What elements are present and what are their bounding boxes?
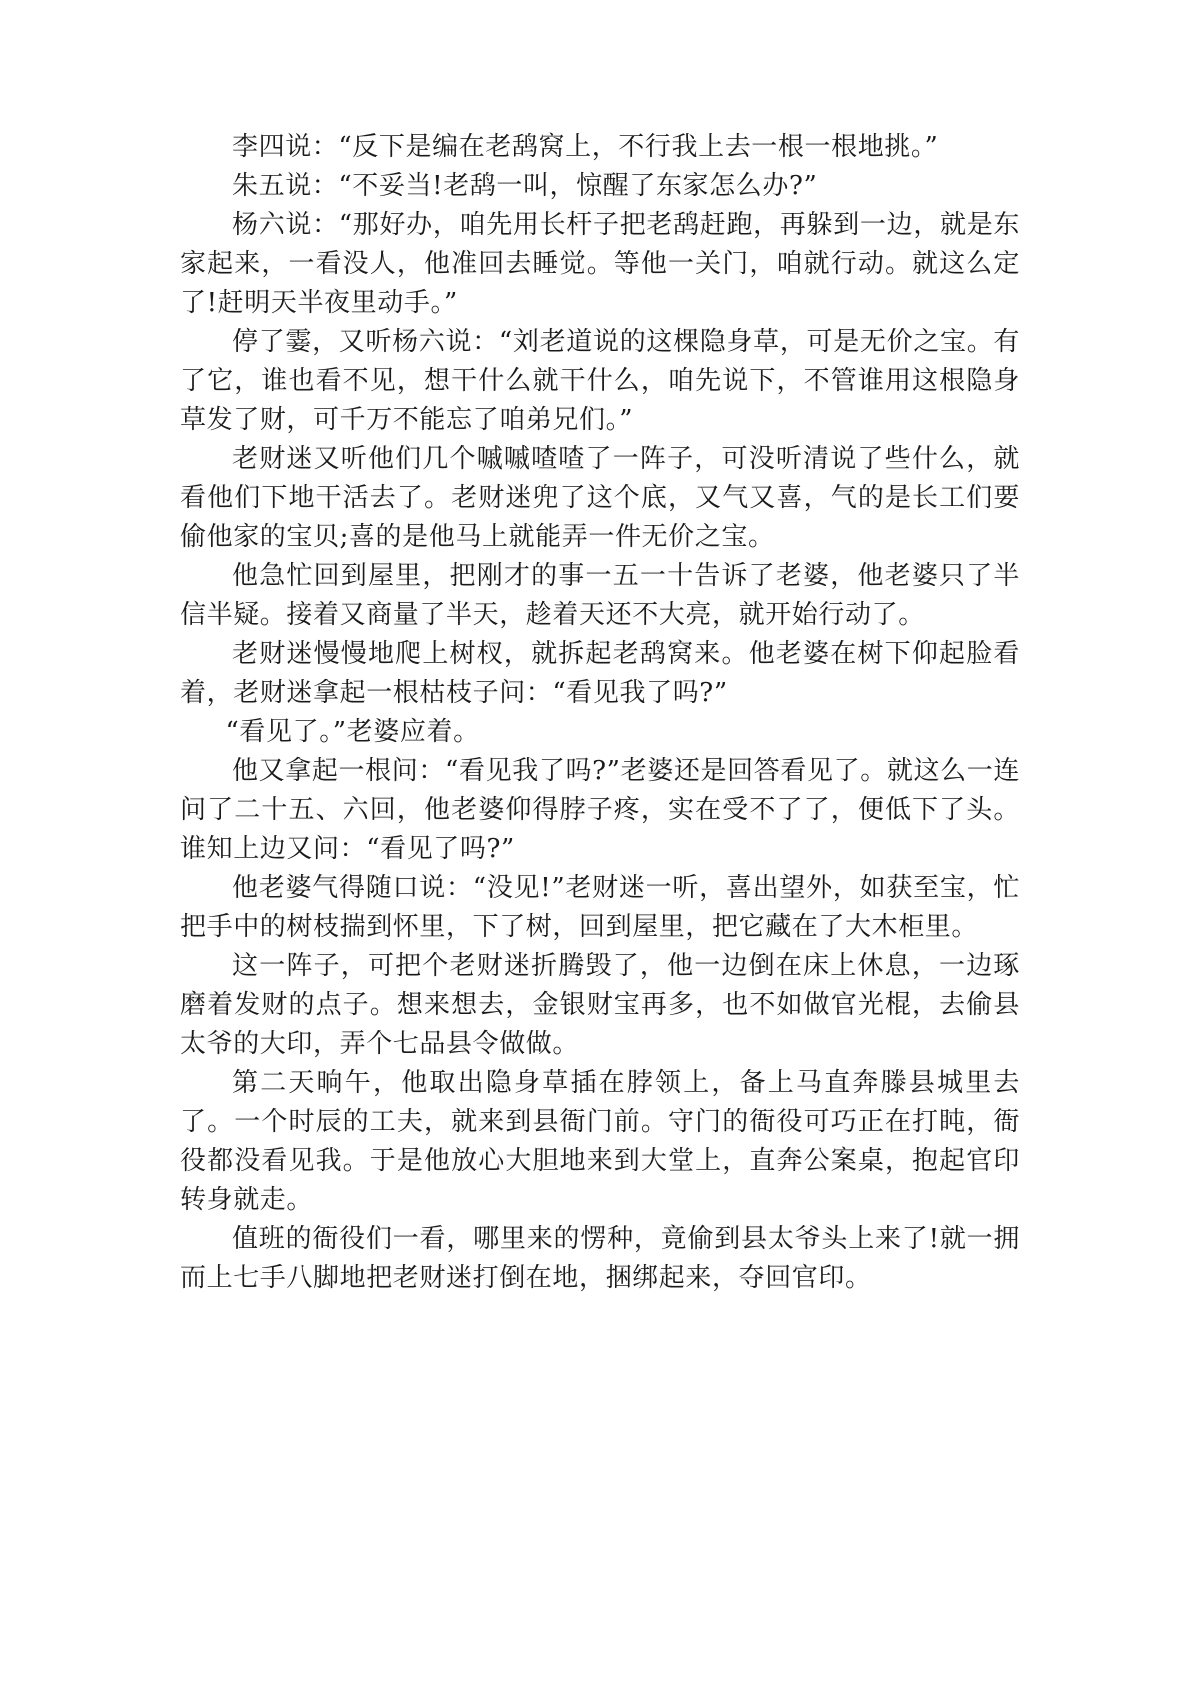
paragraph: 停了霎，又听杨六说：“刘老道说的这棵隐身草，可是无价之宝。有了它，谁也看不见，想干什么就干什么，咱先说下，不管谁用这根隐身草发了财，可千万不能忘了咱弟兄们。” [180,327,1020,435]
paragraph: 值班的衙役们一看，哪里来的愣种，竟偷到县太爷头上来了!就一拥而上七手八脚地把老财迷打倒在地，捆绑起来，夺回官印。 [180,1224,1020,1293]
paragraph: 杨六说：“那好办，咱先用长杆子把老鸹赶跑，再躲到一边，就是东家起来，一看没人，他准回去睡觉。等他一关门，咱就行动。就这么定了!赶明天半夜里动手。” [180,210,1020,318]
paragraph: 他急忙回到屋里，把刚才的事一五一十告诉了老婆，他老婆只了半信半疑。接着又商量了半天，趁着天还不大亮，就开始行动了。 [180,561,1020,630]
paragraph: 他又拿起一根问：“看见我了吗?”老婆还是回答看见了。就这么一连问了二十五、六回，他老婆仰得脖子疼，实在受不了了，便低下了头。谁知上边又问：“看见了吗?” [180,756,1020,864]
paragraph: 李四说：“反下是编在老鸹窝上，不行我上去一根一根地挑。” [232,132,939,162]
paragraph: 老财迷慢慢地爬上树杈，就拆起老鸹窝来。他老婆在树下仰起脸看着，老财迷拿起一根枯枝子问：“看见我了吗?” [180,639,1020,708]
paragraph: 朱五说：“不妥当!老鸹一叫，惊醒了东家怎么办?” [232,171,818,201]
paragraph: 他老婆气得随口说：“没见!”老财迷一听，喜出望外，如获至宝，忙把手中的树枝揣到怀里，下了树，回到屋里，把它藏在了大木柜里。 [180,873,1020,942]
document-body [180,128,1020,1298]
paragraph: 第二天晌午，他取出隐身草插在脖领上，备上马直奔滕县城里去了。一个时辰的工夫，就来到县衙门前。守门的衙役可巧正在打盹，衙役都没看见我。于是他放心大胆地来到大堂上，直奔公案桌，抱起官印转身就走。 [180,1068,1020,1215]
paragraph: 这一阵子，可把个老财迷折腾毁了，他一边倒在床上休息，一边琢磨着发财的点子。想来想去，金银财宝再多，也不如做官光棍，去偷县太爷的大印，弄个七品县令做做。 [180,951,1020,1059]
paragraph: “看见了。”老婆应着。 [225,717,480,747]
paragraph: 老财迷又听他们几个嘁嘁喳喳了一阵子，可没听清说了些什么，就看他们下地干活去了。老财迷兜了这个底，又气又喜，气的是长工们要偷他家的宝贝;喜的是他马上就能弄一件无价之宝。 [180,444,1020,552]
